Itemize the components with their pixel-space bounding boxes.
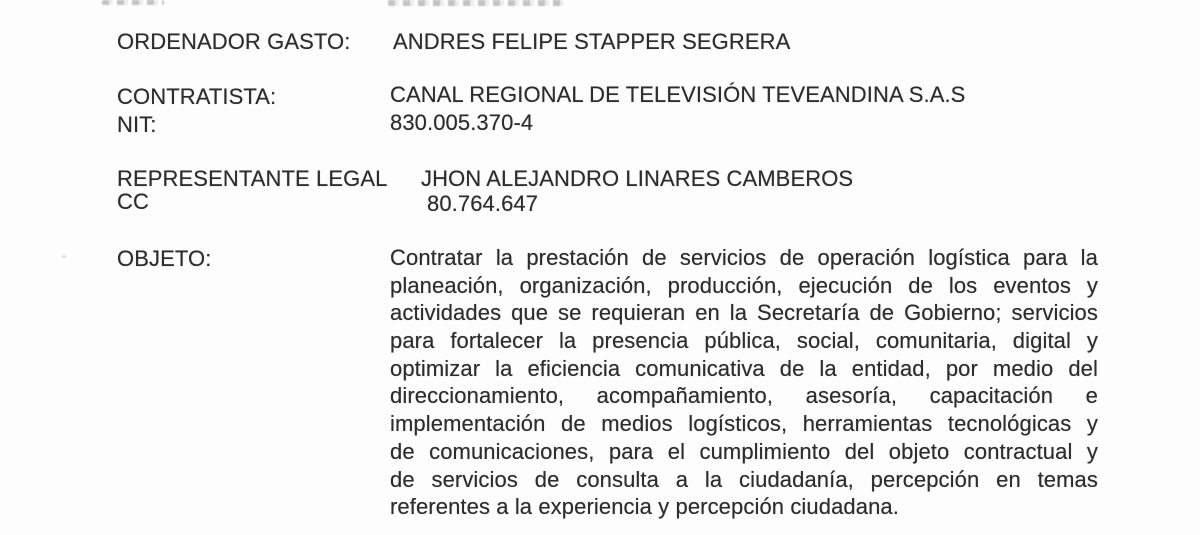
cc-value: 80.764.647 (427, 191, 539, 216)
nit-label: NIT: (117, 112, 157, 137)
objeto-line: para fortalecer la presencia pública, social, comunitaria, digital y (390, 328, 1098, 354)
cropped-text-remnant-left (102, 0, 164, 5)
representante-legal-label: REPRESENTANTE LEGAL (117, 166, 388, 191)
objeto-line: referentes a la experiencia y percepción ciudadana. (390, 494, 899, 520)
ordenador-gasto-value: ANDRES FELIPE STAPPER SEGRERA (393, 29, 791, 54)
objeto-line: de servicios de consulta a la ciudadanía, percepción en temas (390, 466, 1098, 492)
objeto-line: implementación de medios logísticos, herramientas tecnológicas y (390, 411, 1098, 437)
objeto-line: planeación, organización, producción, ejecución de los eventos y (390, 272, 1098, 298)
scan-speck (62, 255, 66, 258)
objeto-label: OBJETO: (117, 246, 212, 271)
objeto-line: actividades que se requieran en la Secretaría de Gobierno; servicios (390, 300, 1098, 326)
contratista-label: CONTRATISTA: (117, 84, 277, 109)
objeto-paragraph (390, 244, 1098, 521)
cc-label: CC (117, 189, 149, 214)
objeto-line: Contratar la prestación de servicios de operación logística para la (390, 245, 1098, 270)
objeto-line: optimizar la eficiencia comunicativa de la entidad, por medio del (390, 355, 1098, 381)
cropped-text-remnant-right (388, 0, 563, 6)
ordenador-gasto-label: ORDENADOR GASTO: (117, 29, 351, 54)
nit-value: 830.005.370-4 (390, 110, 534, 135)
objeto-line: direccionamiento, acompañamiento, asesoría, capacitación e (390, 383, 1098, 409)
contratista-value: CANAL REGIONAL DE TELEVISIÓN TEVEANDINA S.A.S (390, 82, 966, 107)
representante-legal-value: JHON ALEJANDRO LINARES CAMBEROS (421, 166, 854, 191)
objeto-line: de comunicaciones, para el cumplimiento del objeto contractual y (390, 438, 1098, 464)
